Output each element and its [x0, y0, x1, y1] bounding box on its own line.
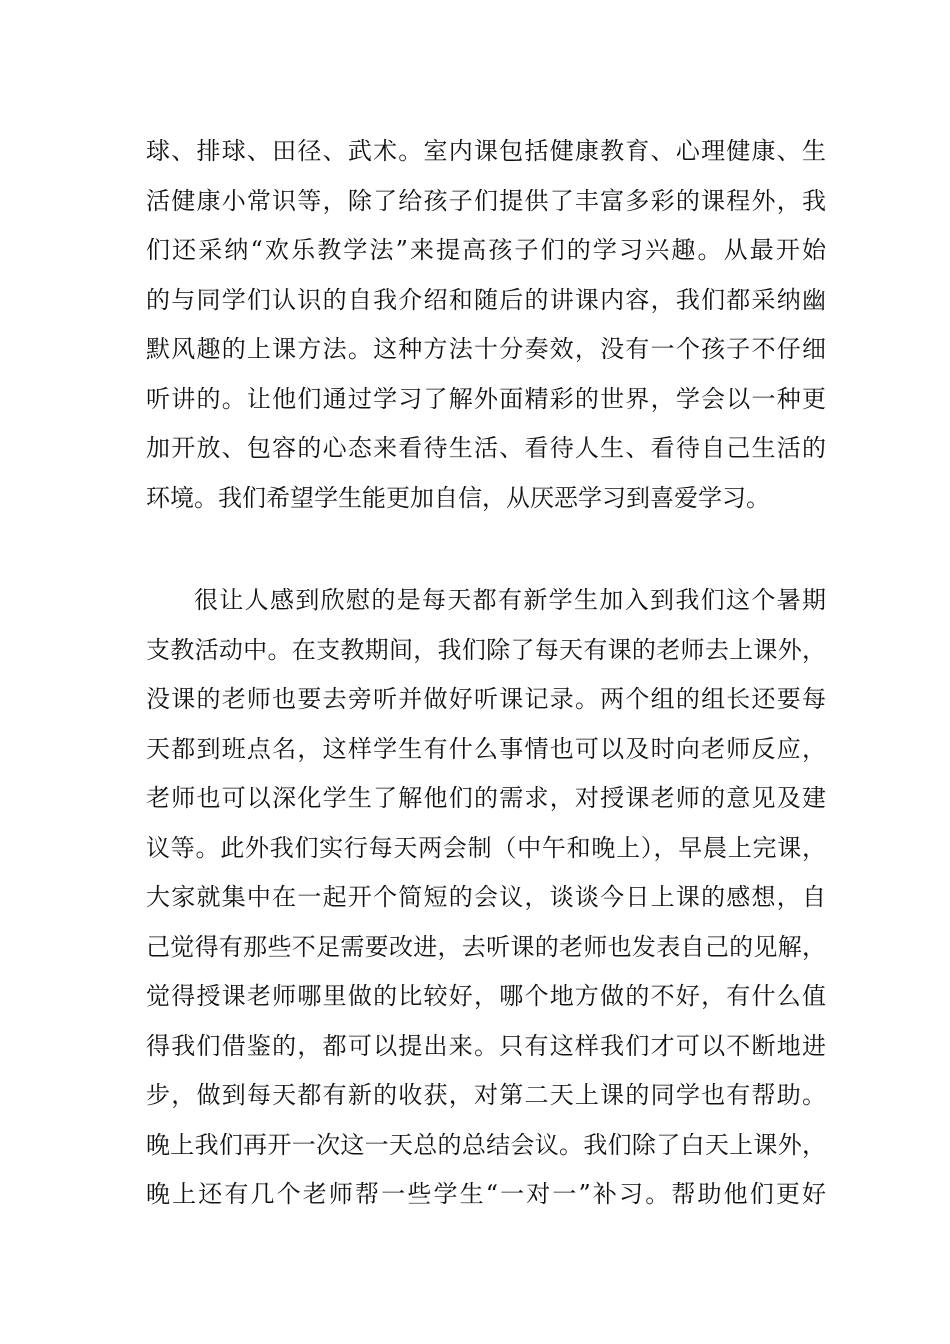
text-line: 觉得授课老师哪里做的比较好，哪个地方做的不好，有什么值: [146, 982, 826, 1010]
text-line: 的与同学们认识的自我介绍和随后的讲课内容，我们都采纳幽: [146, 285, 826, 314]
text-line: 晚上还有几个老师帮一些学生“一对一”补习。帮助他们更好: [146, 1180, 826, 1208]
text-line: 步，做到每天都有新的收获，对第二天上课的同学也有帮助。: [146, 1081, 826, 1109]
text-line-last: 环境。我们希望学生能更加自信，从厌恶学习到喜爱学习。: [146, 483, 770, 512]
text-line: 默风趣的上课方法。这种方法十分奏效，没有一个孩子不仔细: [146, 335, 826, 363]
text-line: 球、排球、田径、武术。室内课包括健康教育、心理健康、生: [146, 137, 826, 165]
text-line: 没课的老师也要去旁听并做好听课记录。两个组的组长还要每: [146, 685, 826, 713]
paragraph-2: [146, 576, 826, 1220]
text-line: 天都到班点名，这样学生有什么事情也可以及时向老师反应，: [146, 734, 826, 763]
text-line: 己觉得有那些不足需要改进，去听课的老师也发表自己的见解，: [146, 932, 826, 961]
text-line: 晚上我们再开一次这一天总的总结会议。我们除了白天上课外，: [146, 1130, 826, 1159]
text-line: 老师也可以深化学生了解他们的需求，对授课老师的意见及建: [146, 784, 826, 812]
text-line: 活健康小常识等，除了给孩子们提供了丰富多彩的课程外，我: [146, 186, 826, 215]
paragraph-1: [146, 127, 826, 523]
text-line: 听讲的。让他们通过学习了解外面精彩的世界，学会以一种更: [146, 384, 826, 413]
text-line: 得我们借鉴的，都可以提出来。只有这样我们才可以不断地进: [146, 1031, 826, 1060]
text-line: 支教活动中。在支教期间，我们除了每天有课的老师去上课外，: [146, 635, 826, 664]
text-line: 加开放、包容的心态来看待生活、看待人生、看待自己生活的: [146, 434, 826, 462]
text-line: 议等。此外我们实行每天两会制（中午和晚上），早晨上完课，: [146, 833, 826, 862]
text-line: 大家就集中在一起开个简短的会议，谈谈今日上课的感想，自: [146, 883, 826, 911]
text-line-first: 很让人感到欣慰的是每天都有新学生加入到我们这个暑期: [194, 586, 826, 614]
text-line: 们还采纳“欢乐教学法”来提高孩子们的学习兴趣。从最开始: [146, 236, 826, 264]
